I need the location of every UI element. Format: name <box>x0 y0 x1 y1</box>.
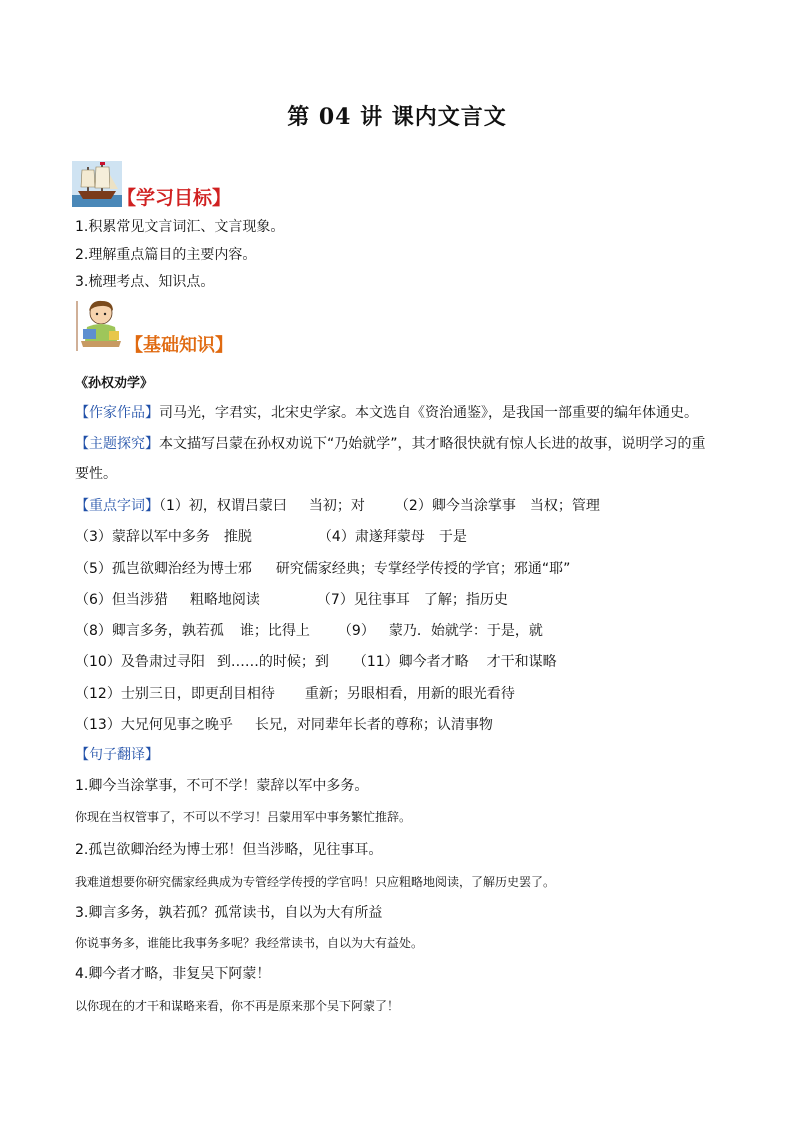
keyword-meaning: 才干和谋略 <box>486 654 557 670</box>
keyword-term: （6）但当涉猎 <box>75 592 168 608</box>
translated-sentence: 你现在当权管事了，不可以不学习！吕蒙用军中事务繁忙推辞。 <box>75 810 412 824</box>
page-title: 第 04 讲 课内文言文 <box>287 104 507 130</box>
keyword-row <box>75 716 493 734</box>
keyword-term: （1）初，权谓吕蒙曰 <box>159 498 287 514</box>
author-text: 司马光，字君实，北宋史学家。本文选自《资治通鉴》，是我国一部重要的编年体通史。 <box>159 405 698 421</box>
keyword-row <box>75 528 467 546</box>
keyword-meaning: 于是 <box>438 529 467 545</box>
keyword-term: （10）及鲁肃过寻阳 <box>75 654 205 670</box>
sailing-ship-icon <box>72 161 122 207</box>
keyword-meaning: 粗略地阅读 <box>189 592 260 608</box>
theme-text-continued: 要性。 <box>75 466 117 482</box>
basic-knowledge-header <box>75 297 295 355</box>
keyword-meaning: 当初；对 <box>308 498 365 514</box>
author-paragraph <box>75 404 698 422</box>
keyword-row <box>75 497 600 515</box>
goal-item: 1.积累常见文言词汇、文言现象。 <box>75 219 285 235</box>
keyword-meaning: 重新；另眼相看，用新的眼光看待 <box>304 686 515 702</box>
keyword-row <box>75 591 508 609</box>
keyword-meaning: 研究儒家经典；专掌经学传授的学官；邪通“耶” <box>275 561 571 577</box>
keyword-meaning: 谁；比得上 <box>239 623 310 639</box>
basic-knowledge-label: 【基础知识】 <box>125 335 233 356</box>
keyword-meaning: 了解；指历史 <box>423 592 508 608</box>
keyword-term: （13）大兄何见事之晚乎 <box>75 717 233 733</box>
translated-sentence: 你说事务多，谁能比我事务多呢？我经常读书，自以为大有益处。 <box>75 936 424 950</box>
keyword-term: （3）蒙辞以军中多务 <box>75 529 210 545</box>
lesson-title: 《孙权劝学》 <box>75 376 154 391</box>
source-sentence: 2.孤岂欲卿治经为博士邪！但当涉略，见往事耳。 <box>75 842 383 858</box>
translated-sentence: 以你现在的才干和谋略来看，你不再是原来那个吴下阿蒙了！ <box>75 999 400 1013</box>
theme-text: 本文描写吕蒙在孙权劝说下“乃始就学”，其才略很快就有惊人长进的故事，说明学习的重 <box>159 436 706 452</box>
keyword-term: （8）卿言多务，孰若孤 <box>75 623 224 639</box>
translated-sentence: 我难道想要你研究儒家经典成为专管经学传授的学官吗！只应粗略地阅读，了解历史罢了。 <box>75 875 556 889</box>
source-sentence: 3.卿言多务，孰若孤？孤常读书，自以为大有所益 <box>75 905 383 921</box>
keyword-term: （7）见往事耳 <box>316 592 410 608</box>
keyword-meaning: 长兄，对同辈年长者的尊称；认清事物 <box>254 717 493 733</box>
author-tag: 【作家作品】 <box>75 405 159 421</box>
keyword-term: （5）孤岂欲卿治经为博士邪 <box>75 561 252 577</box>
keyword-term: （11）卿今者才略 <box>352 654 469 670</box>
source-sentence: 1.卿今当涂掌事，不可不学！蒙辞以军中多务。 <box>75 778 369 794</box>
keyword-term: （9） <box>337 623 375 639</box>
goal-item: 2.理解重点篇目的主要内容。 <box>75 247 257 263</box>
keyword-row <box>75 653 557 671</box>
keyword-term: （4）肃遂拜蒙母 <box>317 529 425 545</box>
keyword-term: （12）士别三日，即更刮目相待 <box>75 686 275 702</box>
translation-tag: 【句子翻译】 <box>75 747 159 763</box>
keyword-row <box>75 622 543 640</box>
keyword-meaning: 当权；管理 <box>529 498 600 514</box>
keyword-row <box>75 685 515 703</box>
student-reading-icon <box>75 297 127 353</box>
keyword-term: （2）卿今当涂掌事 <box>394 498 516 514</box>
theme-paragraph <box>75 435 706 453</box>
keywords-tag: 【重点字词】 <box>75 498 159 514</box>
keyword-meaning: 到……的时候；到 <box>216 654 329 670</box>
keyword-meaning: 推脱 <box>223 529 252 545</box>
goal-item: 3.梳理考点、知识点。 <box>75 274 215 290</box>
source-sentence: 4.卿今者才略，非复吴下阿蒙！ <box>75 966 271 982</box>
learning-goals-header <box>72 161 292 211</box>
keyword-row <box>75 560 570 578</box>
learning-goals-label: 【学习目标】 <box>117 187 232 209</box>
keyword-meaning: 蒙乃．始就学：于是，就 <box>388 623 543 639</box>
theme-tag: 【主题探究】 <box>75 436 159 452</box>
